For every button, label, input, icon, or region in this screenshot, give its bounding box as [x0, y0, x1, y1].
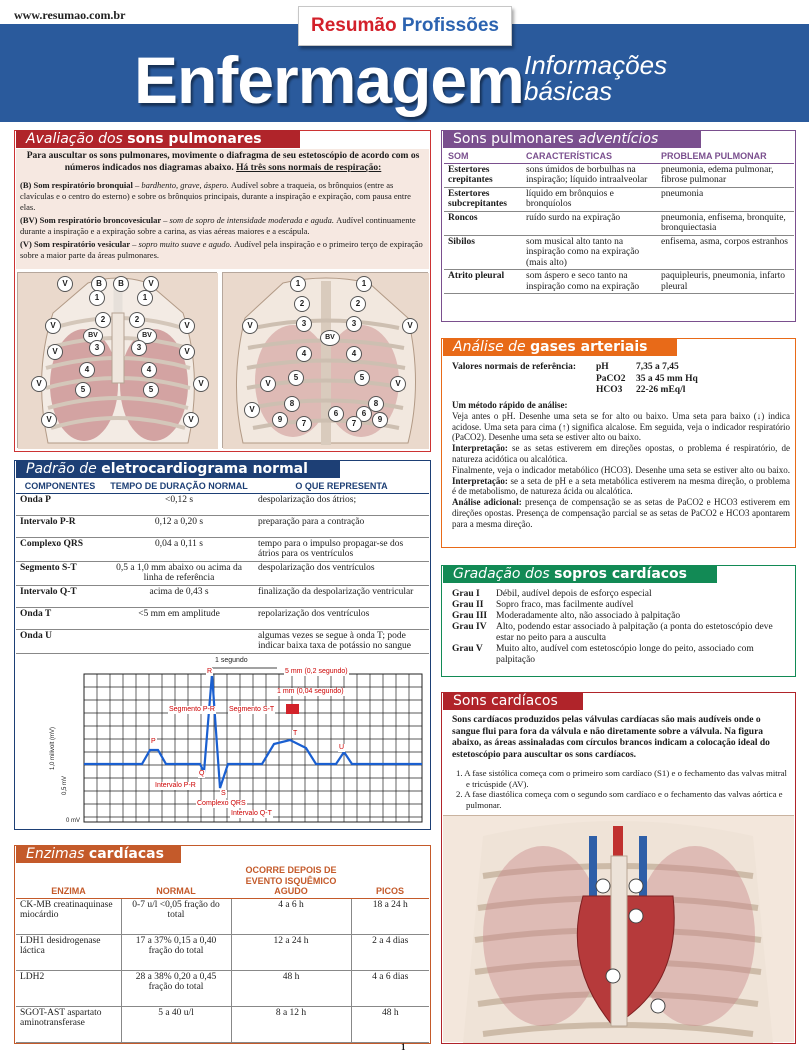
adv-cell: pneumonia, edema pulmonar, fibrose pulmonar [657, 163, 794, 187]
segment-pr-label: Segmento P-R [169, 706, 215, 713]
section-title-murmurs [443, 565, 717, 583]
chest-label-bubble: 2 [95, 312, 111, 328]
enzyme-row [16, 898, 429, 934]
lung-sound-quality: – bardhento, grave, áspero. [134, 180, 231, 190]
adv-row [444, 235, 794, 270]
chest-label-bubble: V [179, 344, 195, 360]
heart-diagram [443, 815, 794, 1042]
chest-label-bubble: 2 [294, 296, 310, 312]
adv-cell: paquipleuris, pneumonia, infarto pleural [657, 270, 794, 294]
ecg-cell: tempo para o impulso propagar-se dos átrios para os ventrículos [254, 537, 429, 561]
interval-qt-label: Intervalo Q-T [231, 810, 272, 817]
enzyme-cell: SGOT-AST aspartato aminotransferase [16, 1006, 121, 1042]
adv-row [444, 163, 794, 187]
chest-label-bubble: B [113, 276, 129, 292]
murmur-description: Alto, podendo estar associado à palpitação (a ponta do estetoscópio deve estar no peito para a ausculta [496, 622, 773, 643]
chest-label-bubble: 8 [368, 396, 384, 412]
lung-sound-name: Som respiratório bronquial [33, 180, 135, 190]
enzyme-cell: LDH1 desidrogenase láctica [16, 934, 121, 970]
complex-qrs-label: Complexo QRS [197, 800, 246, 807]
adv-row [444, 211, 794, 235]
murmur-grade: Grau II [452, 600, 484, 610]
ecg-row [16, 629, 429, 653]
chest-label-bubble: 2 [350, 296, 366, 312]
adv-cell: pneumonia, enfisema, bronquite, bronquiectasia [657, 211, 794, 235]
chest-label-bubble: 8 [284, 396, 300, 412]
ecg-row [16, 561, 429, 585]
chest-label-bubble: 1 [137, 290, 153, 306]
murmur-grade-row [452, 611, 790, 622]
lung-sound-tag: (B) [20, 180, 34, 190]
section-title-enzymes [16, 845, 181, 863]
section-title-ecg [16, 460, 340, 478]
ecg-cell: Intervalo P-R [16, 515, 104, 537]
title-italic: Enzimas [26, 846, 89, 862]
enzyme-cell: 48 h [351, 1006, 429, 1042]
reference-label: Valores normais de referência: [452, 362, 577, 372]
lung-sound-item [20, 180, 424, 213]
ecg-table [16, 480, 429, 654]
lung-sound-name: Som respiratório vesicular [33, 239, 133, 249]
title-bold: Sons cardíacos [453, 693, 558, 709]
blood-gas-method [452, 400, 790, 530]
one-mm-square [286, 704, 299, 714]
extra-analysis-label: Análise adicional: [452, 497, 522, 508]
ecg-row [16, 493, 429, 515]
method-paragraph-2: se as setas estiverem em direções opostas, o problema é respiratório, de natureza acidótica ou alcalótica. [452, 443, 790, 464]
ecg-cell: Complexo QRS [16, 537, 104, 561]
chest-label-bubble: BV [83, 328, 103, 344]
u-wave-label: U [339, 744, 345, 751]
heart-chest-illustration [443, 816, 794, 1043]
enzyme-cell: 4 a 6 h [231, 898, 351, 934]
chest-label-bubble: 6 [356, 406, 372, 422]
lung-sound-location: Audível sobre a traqueia, os brônquios (entre as clavículas e o centro do esterno) e sobre os brônquios principais, durante a inspiração e expiração, com pausa entre elas. [20, 180, 411, 212]
segment-st-label: Segmento S-T [229, 706, 275, 713]
ecg-cell: 0,04 a 0,11 s [104, 537, 254, 561]
adv-header-row [444, 150, 794, 163]
method-paragraph-3b: se a seta de pH e a seta metabólica estiverem na mesma direção, o problema é de metabolismo, de natureza ácida ou alcalótica. [452, 475, 790, 497]
zero-mv-label: 0 mV [66, 818, 81, 824]
enzyme-row [16, 934, 429, 970]
chest-label-bubble: V [179, 318, 195, 334]
section-title-blood-gases [443, 338, 677, 356]
chest-label-bubble: V [402, 318, 418, 334]
chest-label-bubble: 5 [354, 370, 370, 386]
reference-value: 7,35 a 7,45 [636, 362, 679, 372]
lung-sound-quality: – som de sopro de intensidade moderada e aguda. [163, 215, 337, 225]
title-bold: eletrocardiograma normal [101, 461, 308, 477]
murmur-grade-row [452, 589, 790, 600]
chest-label-bubble: V [47, 344, 63, 360]
title-italic: Análise de [453, 339, 531, 355]
chest-label-bubble: V [143, 276, 159, 292]
ecg-cell: acima de 0,43 s [104, 585, 254, 607]
adv-cell: som musical alto tanto na inspiração como na expiração (mais alto) [522, 235, 657, 270]
section-title-adventitious [443, 130, 701, 148]
lung-sounds-list [20, 180, 424, 263]
method-title: Um método rápido de análise: [452, 400, 568, 410]
adv-cell: Sibilos [444, 235, 522, 270]
lung-sound-tag: (BV) [20, 215, 40, 225]
ecg-cell: preparação para a contração [254, 515, 429, 537]
murmur-grade: Grau III [452, 611, 488, 621]
adv-cell: Estertores crepitantes [444, 163, 522, 187]
page-title: Enfermagem [134, 43, 524, 117]
site-url[interactable]: www.resumao.com.br [14, 8, 126, 22]
method-paragraph-3: Finalmente, veja o indicador metabólico (HCO3). Desenhe uma seta se estiver alto ou baixo. [452, 464, 790, 475]
chest-label-bubble: 4 [346, 346, 362, 362]
enzyme-header-cell: PICOS [351, 864, 429, 898]
enzymes-table [16, 864, 429, 1043]
ecg-cell: <0,12 s [104, 493, 254, 515]
chest-label-bubble: 5 [143, 382, 159, 398]
chest-label-bubble: 5 [288, 370, 304, 386]
method-paragraph-1: Veja antes o pH. Desenhe uma seta se for alto ou baixo. Uma seta para baixo (↓) indica acidose. Uma seta para cima (↑) significa alcalose. Em seguida, veja o indicador respiratório (PaCO2). Desenhe uma seta se estiver alto ou baixo. [452, 410, 790, 443]
chest-label-bubble: 3 [131, 340, 147, 356]
title-bold: gases arteriais [530, 339, 648, 355]
enzyme-cell: 5 a 40 u/l [121, 1006, 231, 1042]
murmurs-list [452, 589, 790, 666]
heart-sound-item: 2. A fase diastólica começa com o segundo som cardíaco e o fechamento das valvas aórtica e pulmonar. [456, 789, 783, 810]
murmur-description: Débil, audível depois de esforço especial [496, 589, 652, 599]
adv-header-cell: PROBLEMA PULMONAR [657, 150, 794, 163]
adv-cell: sons úmidos de borbulhas na inspiração; líquido intraalveolar [522, 163, 657, 187]
page-subtitle [524, 52, 667, 104]
adv-header-cell: CARACTERÍSTICAS [522, 150, 657, 163]
enzyme-header-row [16, 864, 429, 898]
murmur-description: Sopro fraco, mas facilmente audível [496, 600, 634, 610]
adv-cell: enfisema, asma, corpos estranhos [657, 235, 794, 270]
lung-sound-location: Audível continuamente durante a inspiração e a expiração sobre a carina, as vias aéreas maiores e a escápula. [20, 215, 416, 236]
chest-label-bubble: 9 [272, 412, 288, 428]
reference-row [596, 362, 698, 374]
method-paragraph-4: presença de compensação se as setas de PaCO2 e HCO3 estiverem em direções opostas. Presença de compensação parcial se as setas de PaCO2 e HCO3 apontarem para a mesma direção. [452, 497, 790, 529]
lung-sound-location: Audível pela inspiração e o primeiro terço de expiração sobre a maior parte da áreas pulmonares. [20, 239, 423, 260]
millivolt-05-label: 0,5 mV [62, 775, 68, 795]
section-title-lung-sounds [16, 130, 300, 148]
s-wave-label: S [221, 790, 226, 797]
enzyme-cell: CK-MB creatinaquinase miocárdio [16, 898, 121, 934]
ecg-cell: Intervalo Q-T [16, 585, 104, 607]
lung-sound-tag: (V) [20, 239, 34, 249]
enzyme-cell: 48 h [231, 970, 351, 1006]
page-number: 1 [401, 1042, 406, 1052]
adv-cell: ruído surdo na expiração [522, 211, 657, 235]
lung-sound-item [20, 239, 424, 261]
chest-label-bubble: 2 [129, 312, 145, 328]
enzyme-header-cell: OCORRE DEPOIS DE EVENTO ISQUÊMICO AGUDO [231, 864, 351, 898]
chest-label-bubble: V [183, 412, 199, 428]
r-wave-label: R [207, 668, 213, 675]
ecg-cell: despolarização dos átrios; [254, 493, 429, 515]
adv-header-cell: SOM [444, 150, 522, 163]
adv-cell: Estertores subcrepitantes [444, 187, 522, 211]
reference-values [596, 362, 698, 397]
title-bold: sons pulmonares [127, 131, 262, 147]
chest-label-bubble: 4 [296, 346, 312, 362]
enzyme-cell: 12 a 24 h [231, 934, 351, 970]
title-italic: adventícios [578, 131, 659, 147]
intro-underline: Há três sons normais de respiração: [236, 162, 382, 173]
chest-label-bubble: V [57, 276, 73, 292]
ecg-header-cell: COMPONENTES [16, 480, 104, 493]
adv-row [444, 187, 794, 211]
interp-label-1: Interpretação: [452, 443, 508, 454]
reference-row [596, 385, 698, 397]
adventitious-table [444, 150, 794, 294]
ecg-row [16, 607, 429, 629]
chest-label-bubble: 4 [141, 362, 157, 378]
chest-label-bubble: 1 [89, 290, 105, 306]
heart-sounds-intro: Sons cardíacos produzidos pelas válvulas cardíacas são mais audíveis onde o sangue flui para fora da válvula e não diretamente sobre a válvula. Na figura abaixo, as áreas assinaladas com círculos brancos indicam a colocação ideal do estetoscópio para auscultar os sons cardíacos. [452, 715, 770, 760]
enzyme-cell: 4 a 6 dias [351, 970, 429, 1006]
ecg-cell: Onda P [16, 493, 104, 515]
reference-value: 35 a 45 mm Hq [636, 373, 698, 384]
ecg-cell: Onda U [16, 629, 104, 653]
ecg-cell: 0,12 a 0,20 s [104, 515, 254, 537]
lung-sound-item [20, 215, 424, 237]
ecg-cell [104, 629, 254, 653]
p-wave-label: P [151, 738, 156, 745]
chest-label-bubble: B [91, 276, 107, 292]
title-italic: Avaliação dos [26, 131, 128, 147]
murmur-description: Moderadamente alto, não associado à palpitação [496, 611, 681, 621]
adv-cell: pneumonia [657, 187, 794, 211]
chest-label-bubble: V [45, 318, 61, 334]
enzyme-cell: 28 a 38% 0,20 a 0,45 fração do total [121, 970, 231, 1006]
chest-label-bubble: 7 [346, 416, 362, 432]
murmur-grade: Grau V [452, 644, 483, 654]
reference-name: pH [596, 362, 609, 372]
interval-pr-label: Intervalo P-R [155, 782, 196, 789]
subtitle-line-2: básicas [524, 76, 613, 106]
adv-cell: som áspero e seco tanto na inspiração como na expiração [522, 270, 657, 294]
chest-label-bubble: BV [320, 330, 340, 346]
chest-label-bubble: 6 [328, 406, 344, 422]
millivolt-1-label: 1,0 milivolt (mV) [50, 726, 56, 770]
chest-label-bubble: V [260, 376, 276, 392]
back-chest-illustration [223, 273, 429, 449]
ecg-row [16, 585, 429, 607]
enzyme-cell: 18 a 24 h [351, 898, 429, 934]
title-italic: Gradação dos [453, 566, 555, 582]
lung-sounds-intro [22, 151, 424, 174]
ecg-cell: Onda T [16, 607, 104, 629]
back-chest-diagram [222, 272, 428, 448]
ecg-cell: repolarização dos ventrículos [254, 607, 429, 629]
one-mm-label: 1 mm (0,04 segundo) [277, 688, 344, 695]
brand-logo [298, 6, 512, 46]
heart-sound-item: 1. A fase sistólica começa com o primeiro som cardíaco (S1) e o fechamento das valvas mitral e tricúspide (AV). [456, 768, 787, 789]
title-bold: Sons pulmonares [453, 131, 579, 147]
chest-label-bubble: 9 [372, 412, 388, 428]
ecg-header-cell: O QUE REPRESENTA [254, 480, 429, 493]
enzyme-row [16, 1006, 429, 1042]
lung-sound-name: Som respiratório broncovesicular [39, 215, 164, 225]
murmur-grade: Grau I [452, 589, 480, 599]
reference-name: PaCO2 [596, 373, 626, 384]
adv-row [444, 270, 794, 294]
chest-label-bubble: 1 [290, 276, 306, 292]
ecg-header-cell: TEMPO DE DURAÇÃO NORMAL [104, 480, 254, 493]
chest-label-bubble: V [41, 412, 57, 428]
ecg-row [16, 515, 429, 537]
enzyme-cell: LDH2 [16, 970, 121, 1006]
brand-part-a: Resumão [311, 15, 397, 36]
chest-label-bubble: V [390, 376, 406, 392]
q-wave-label: Q [199, 770, 205, 777]
adv-cell: Atrito pleural [444, 270, 522, 294]
enzyme-cell: 17 a 37% 0,15 a 0,40 fração do total [121, 934, 231, 970]
five-mm-label: 5 mm (0,2 segundo) [285, 668, 348, 675]
interp-label-2: Interpretação: [452, 475, 508, 486]
reference-row [596, 374, 698, 386]
chest-label-bubble: V [244, 402, 260, 418]
chest-label-bubble: V [193, 376, 209, 392]
murmur-grade-row [452, 644, 790, 666]
chest-label-bubble: 3 [296, 316, 312, 332]
reference-value: 22-26 mEq/l [636, 385, 686, 395]
ecg-header-row [16, 480, 429, 493]
adv-cell: Roncos [444, 211, 522, 235]
murmur-grade: Grau IV [452, 622, 487, 632]
reference-name: HCO3 [596, 385, 623, 395]
title-bold: cardíacas [88, 846, 164, 862]
chest-label-bubble: V [31, 376, 47, 392]
enzyme-header-cell: ENZIMA [16, 864, 121, 898]
chest-label-bubble: 3 [89, 340, 105, 356]
subtitle-line-1: Informações [524, 50, 668, 80]
chest-label-bubble: BV [137, 328, 157, 344]
brand-part-b: Profissões [401, 15, 499, 36]
ecg-cell: <5 mm em amplitude [104, 607, 254, 629]
chest-label-bubble: 4 [79, 362, 95, 378]
title-italic: Padrão de [26, 461, 102, 477]
ecg-cell: finalização da despolarização ventricular [254, 585, 429, 607]
enzyme-row [16, 970, 429, 1006]
murmur-grade-row [452, 622, 790, 644]
adv-cell: líquido em brônquios e bronquíolos [522, 187, 657, 211]
chest-label-bubble: 1 [356, 276, 372, 292]
one-second-label: 1 segundo [215, 657, 248, 664]
lung-sound-quality: – sopro muito suave e agudo. [132, 239, 234, 249]
ecg-cell: 0,5 a 1,0 mm abaixo ou acima da linha de referência [104, 561, 254, 585]
enzyme-cell: 2 a 4 dias [351, 934, 429, 970]
murmur-grade-row [452, 600, 790, 611]
ecg-row [16, 537, 429, 561]
enzyme-header-cell: NORMAL [121, 864, 231, 898]
enzyme-cell: 0-7 u/l <0,05 fração do total [121, 898, 231, 934]
ecg-cell: despolarização dos ventrículos [254, 561, 429, 585]
chest-label-bubble: 5 [75, 382, 91, 398]
ecg-cell: algumas vezes se segue à onda T; pode indicar baixa taxa de potássio no sangue [254, 629, 429, 653]
chest-label-bubble: 7 [296, 416, 312, 432]
section-title-heart-sounds [443, 692, 583, 710]
t-wave-label: T [293, 730, 298, 737]
chest-label-bubble: 3 [346, 316, 362, 332]
heart-sounds-list [456, 768, 790, 810]
ecg-cell: Segmento S-T [16, 561, 104, 585]
enzyme-cell: 8 a 12 h [231, 1006, 351, 1042]
title-bold: sopros cardíacos [554, 566, 688, 582]
chest-label-bubble: V [242, 318, 258, 334]
intro-text: Para auscultar os sons pulmonares, movimente o diafragma de seu estetoscópio de acordo com os números indicados nos diagramas abaixo. [26, 151, 420, 173]
murmur-description: Muito alto, audível com estetoscópio longe do peito, associado com palpitação [496, 644, 754, 665]
